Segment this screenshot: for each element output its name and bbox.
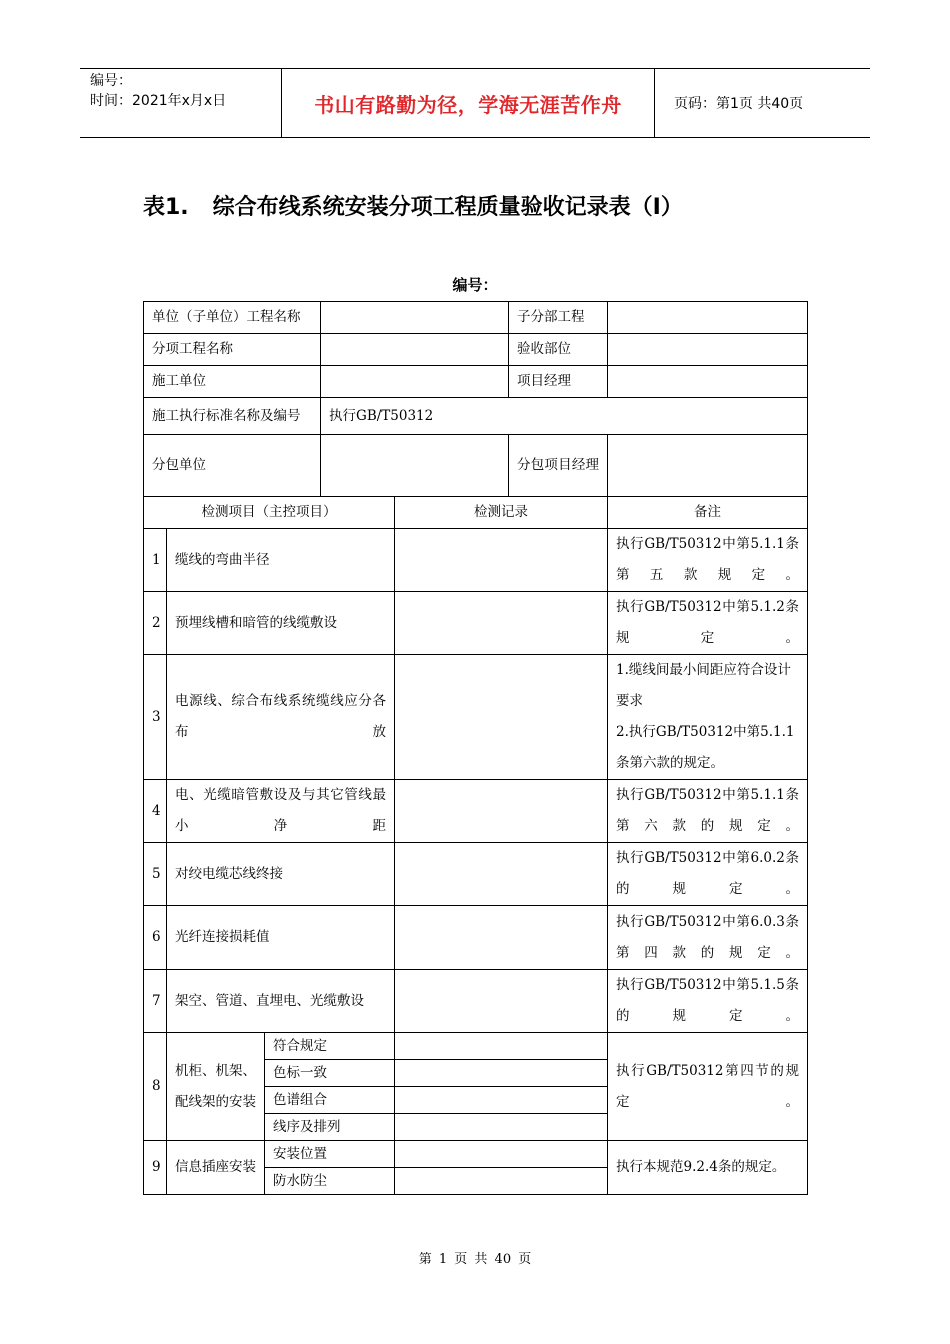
label-subcontract-manager: 分包项目经理 bbox=[509, 435, 608, 497]
field-sub-division[interactable] bbox=[608, 302, 808, 334]
sub-item-label: 安装位置 bbox=[265, 1141, 395, 1168]
item-number: 1 bbox=[144, 529, 167, 592]
value-standard: 执行GB/T50312 bbox=[321, 398, 808, 435]
item-number: 3 bbox=[144, 655, 167, 780]
item-name: 对绞电缆芯线终接 bbox=[167, 843, 395, 906]
field-project-manager[interactable] bbox=[608, 366, 808, 398]
sub-item-label: 色标一致 bbox=[265, 1060, 395, 1087]
item-name: 光纤连接损耗值 bbox=[167, 906, 395, 970]
sub-item-label: 防水防尘 bbox=[265, 1168, 395, 1195]
table-row bbox=[144, 1033, 808, 1060]
serial-number-label: 编号： bbox=[452, 276, 498, 294]
sub-item-record[interactable] bbox=[395, 1087, 608, 1114]
document-title bbox=[143, 190, 683, 221]
sub-item-label: 色谱组合 bbox=[265, 1087, 395, 1114]
item-record[interactable] bbox=[395, 906, 608, 970]
item-number: 5 bbox=[144, 843, 167, 906]
item-note: 执行本规范9.2.4条的规定。 bbox=[608, 1141, 808, 1195]
item-name: 电、光缆暗管敷设及与其它管线最小净距 bbox=[167, 780, 395, 843]
item-note: 执行GB/T50312第四节的规定。 bbox=[608, 1033, 808, 1141]
item-number: 9 bbox=[144, 1141, 167, 1195]
info-row-sub-item bbox=[144, 334, 808, 366]
table-row bbox=[144, 592, 808, 655]
sub-item-record[interactable] bbox=[395, 1141, 608, 1168]
sub-item-record[interactable] bbox=[395, 1168, 608, 1195]
field-sub-item-name[interactable] bbox=[321, 334, 509, 366]
header-meta bbox=[80, 69, 282, 137]
document-title-text: 综合布线系统安装分项工程质量验收记录表（Ⅰ） bbox=[212, 195, 683, 220]
item-note-line: 1.缆线间最小间距应符合设计要求 bbox=[616, 662, 791, 709]
item-name: 预埋线槽和暗管的线缆敷设 bbox=[167, 592, 395, 655]
item-note-line: 2.执行GB/T50312中第5.1.1条第六款的规定。 bbox=[616, 724, 795, 771]
item-record[interactable] bbox=[395, 970, 608, 1033]
header-time-label: 时间：2021年x月x日 bbox=[90, 93, 227, 109]
column-header-record: 检测记录 bbox=[395, 497, 608, 529]
table-row bbox=[144, 843, 808, 906]
item-note: 执行GB/T50312中第6.0.2条的规定。 bbox=[608, 843, 808, 906]
column-header-row bbox=[144, 497, 808, 529]
item-number: 6 bbox=[144, 906, 167, 970]
item-name: 架空、管道、直埋电、光缆敷设 bbox=[167, 970, 395, 1033]
sub-item-record[interactable] bbox=[395, 1060, 608, 1087]
info-row-subcontract bbox=[144, 435, 808, 497]
item-number: 8 bbox=[144, 1033, 167, 1141]
header-motto: 书山有路勤为径，学海无涯苦作舟 bbox=[282, 69, 655, 137]
column-header-note: 备注 bbox=[608, 497, 808, 529]
item-note bbox=[608, 655, 808, 780]
page-header bbox=[80, 68, 870, 138]
label-subcontract-unit: 分包单位 bbox=[144, 435, 321, 497]
item-number: 4 bbox=[144, 780, 167, 843]
item-name: 信息插座安装 bbox=[167, 1141, 265, 1195]
table-row bbox=[144, 780, 808, 843]
label-project-manager: 项目经理 bbox=[509, 366, 608, 398]
item-note: 执行GB/T50312中第5.1.1条第五款规定。 bbox=[608, 529, 808, 592]
item-name: 缆线的弯曲半径 bbox=[167, 529, 395, 592]
label-sub-item-name: 分项工程名称 bbox=[144, 334, 321, 366]
label-sub-division: 子分部工程 bbox=[509, 302, 608, 334]
table-row bbox=[144, 529, 808, 592]
header-page-text: 页码：第1页 共40页 bbox=[674, 96, 804, 112]
acceptance-record-table bbox=[143, 301, 808, 1195]
item-note: 执行GB/T50312中第5.1.2条规定。 bbox=[608, 592, 808, 655]
table-row bbox=[144, 970, 808, 1033]
item-record[interactable] bbox=[395, 592, 608, 655]
label-construction-unit: 施工单位 bbox=[144, 366, 321, 398]
header-number-label: 编号： bbox=[90, 73, 132, 89]
item-number: 7 bbox=[144, 970, 167, 1033]
table-row bbox=[144, 655, 808, 780]
item-record[interactable] bbox=[395, 655, 608, 780]
info-row-unit bbox=[144, 302, 808, 334]
field-subcontract-unit[interactable] bbox=[321, 435, 509, 497]
column-header-item: 检测项目（主控项目） bbox=[144, 497, 395, 529]
sub-item-record[interactable] bbox=[395, 1033, 608, 1060]
sub-item-label: 线序及排列 bbox=[265, 1114, 395, 1141]
field-construction-unit[interactable] bbox=[321, 366, 509, 398]
document-title-number: 表1. bbox=[143, 195, 189, 220]
item-record[interactable] bbox=[395, 843, 608, 906]
item-note: 执行GB/T50312中第5.1.5条的规定。 bbox=[608, 970, 808, 1033]
label-acceptance-part: 验收部位 bbox=[509, 334, 608, 366]
table-row bbox=[144, 906, 808, 970]
table-row bbox=[144, 1141, 808, 1168]
sub-item-record[interactable] bbox=[395, 1114, 608, 1141]
label-standard: 施工执行标准名称及编号 bbox=[144, 398, 321, 435]
item-record[interactable] bbox=[395, 529, 608, 592]
info-row-standard bbox=[144, 398, 808, 435]
page-footer: 第 1 页 共 40 页 bbox=[418, 1252, 532, 1267]
item-number: 2 bbox=[144, 592, 167, 655]
item-note: 执行GB/T50312中第6.0.3条第四款的规定。 bbox=[608, 906, 808, 970]
field-unit-name[interactable] bbox=[321, 302, 509, 334]
item-note: 执行GB/T50312中第5.1.1条第六款的规定。 bbox=[608, 780, 808, 843]
item-name: 机柜、机架、配线架的安装 bbox=[167, 1033, 265, 1141]
info-row-construction bbox=[144, 366, 808, 398]
field-acceptance-part[interactable] bbox=[608, 334, 808, 366]
item-name: 电源线、综合布线系统缆线应分各布放 bbox=[167, 655, 395, 780]
header-page-info bbox=[664, 69, 870, 137]
label-unit-name: 单位（子单位）工程名称 bbox=[144, 302, 321, 334]
item-record[interactable] bbox=[395, 780, 608, 843]
sub-item-label: 符合规定 bbox=[265, 1033, 395, 1060]
field-subcontract-manager[interactable] bbox=[608, 435, 808, 497]
